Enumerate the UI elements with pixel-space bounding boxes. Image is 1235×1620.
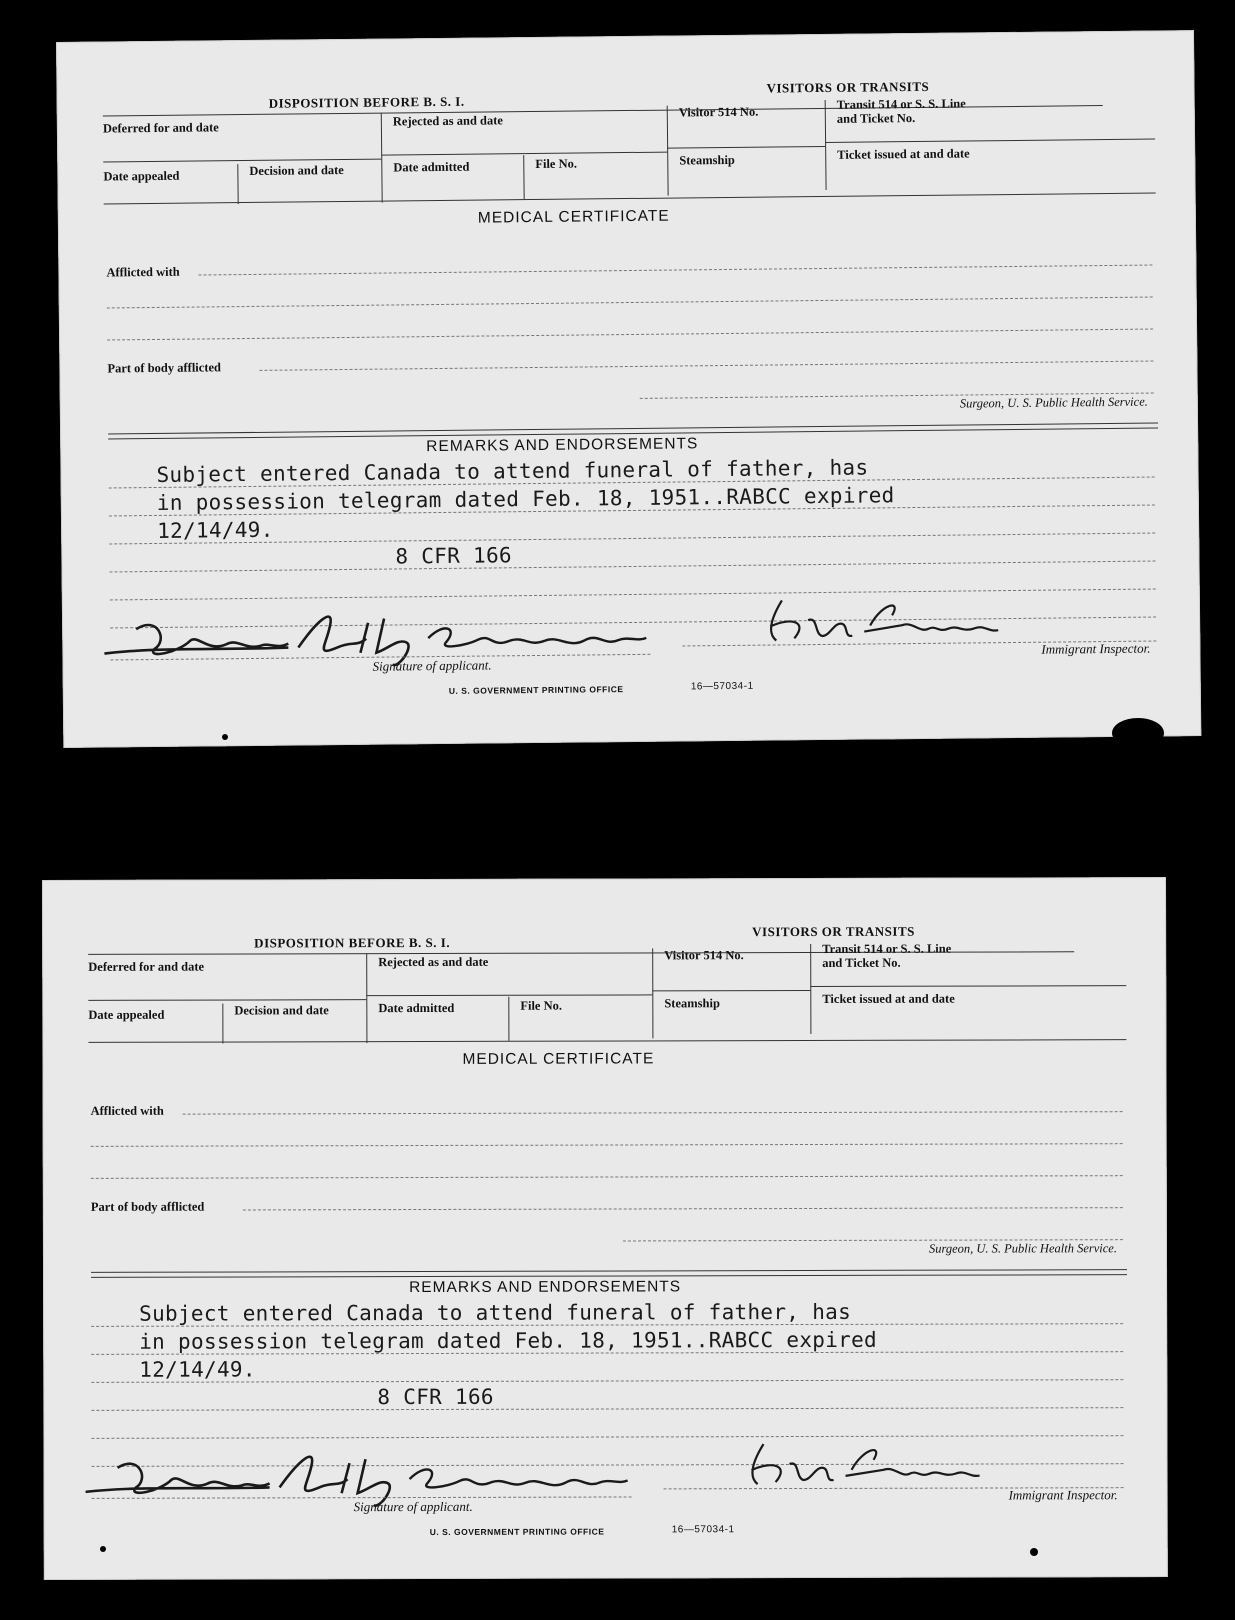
- column-divider: [366, 953, 367, 1043]
- file-no-label: File No.: [520, 998, 563, 1013]
- ticket-issued-label: Ticket issued at and date: [837, 146, 970, 162]
- remarks-line-1: Subject entered Canada to attend funeral of father, has: [139, 1299, 852, 1326]
- form-number: 16—57034-1: [671, 1524, 735, 1536]
- medical-certificate-title: MEDICAL CERTIFICATE: [462, 1050, 655, 1068]
- speck: [222, 734, 228, 740]
- column-divider: [523, 155, 524, 199]
- blank-line: [91, 1143, 1123, 1147]
- blank-line: [91, 1175, 1123, 1179]
- blank-line: [107, 329, 1153, 341]
- column-divider: [667, 106, 669, 196]
- row-rule: [667, 146, 825, 149]
- row-rule: [652, 990, 810, 991]
- applicant-signature-label: Signature of applicant.: [353, 1498, 473, 1515]
- transit-label-line1: Transit 514 or S. S. Line: [822, 941, 952, 956]
- speck: [100, 1546, 106, 1552]
- disposition-header: DISPOSITION BEFORE B. S. I.: [254, 934, 451, 951]
- date-admitted-label: Date admitted: [378, 1000, 455, 1016]
- visitors-header: VISITORS OR TRANSITS: [752, 923, 915, 940]
- form-number: 16—57034-1: [690, 680, 754, 693]
- ink-blot: [1112, 718, 1164, 748]
- rejected-label: Rejected as and date: [392, 113, 503, 129]
- remarks-line-1: Subject entered Canada to attend funeral of father, has: [156, 455, 869, 487]
- date-admitted-label: Date admitted: [393, 159, 470, 175]
- double-rule: [91, 1269, 1127, 1278]
- surgeon-label: Surgeon, U. S. Public Health Service.: [959, 394, 1148, 411]
- decision-label: Decision and date: [249, 162, 344, 178]
- immigration-card-top: [56, 30, 1201, 748]
- rejected-label: Rejected as and date: [378, 954, 489, 970]
- ticket-issued-label: Ticket issued at and date: [822, 991, 955, 1006]
- column-divider: [825, 100, 827, 190]
- steamship-label: Steamship: [664, 996, 720, 1011]
- printing-office: U. S. GOVERNMENT PRINTING OFFICE: [448, 684, 624, 696]
- steamship-label: Steamship: [679, 152, 735, 168]
- deferred-label: Deferred for and date: [102, 120, 219, 136]
- transit-label-line2: and Ticket No.: [836, 111, 916, 126]
- part-of-body-label: Part of body afflicted: [90, 1199, 205, 1214]
- blank-line: [91, 1407, 1123, 1411]
- afflicted-label: Afflicted with: [106, 264, 180, 280]
- remarks-line-2: in possession telegram dated Feb. 18, 1951..RABCC expired: [139, 1327, 878, 1354]
- speck: [1030, 1548, 1038, 1556]
- afflicted-label: Afflicted with: [90, 1103, 164, 1118]
- inspector-signature: [752, 584, 1033, 657]
- remarks-title: REMARKS AND ENDORSEMENTS: [426, 435, 699, 456]
- row-rule: [810, 985, 1126, 987]
- blank-line: [107, 297, 1153, 309]
- inspector-label: Immigrant Inspector.: [1008, 1487, 1118, 1503]
- blank-line: [110, 561, 1156, 573]
- part-of-body-label: Part of body afflicted: [107, 360, 222, 376]
- afflicted-line[interactable]: [198, 265, 1152, 276]
- section-rule: [104, 192, 1156, 204]
- column-divider: [222, 1004, 223, 1044]
- part-of-body-line[interactable]: [259, 361, 1153, 371]
- remarks-line-2: in possession telegram dated Feb. 18, 1951..RABCC expired: [156, 483, 895, 515]
- deferred-label: Deferred for and date: [88, 959, 205, 974]
- afflicted-line[interactable]: [183, 1111, 1123, 1114]
- section-rule: [88, 1039, 1126, 1043]
- remarks-line-3: 12/14/49.: [139, 1357, 256, 1382]
- remarks-line-4: 8 CFR 166: [377, 1384, 494, 1410]
- column-divider: [237, 164, 238, 204]
- medical-certificate-title: MEDICAL CERTIFICATE: [477, 207, 670, 227]
- transit-label-line2: and Ticket No.: [822, 955, 901, 970]
- remarks-line-4: 8 CFR 166: [395, 543, 513, 569]
- column-divider: [508, 997, 509, 1041]
- file-no-label: File No.: [535, 156, 578, 171]
- part-of-body-line[interactable]: [243, 1207, 1123, 1210]
- inspector-label: Immigrant Inspector.: [1041, 640, 1151, 657]
- transit-label-line1: Transit 514 or S. S. Line: [836, 96, 966, 112]
- disposition-header: DISPOSITION BEFORE B. S. I.: [268, 93, 465, 111]
- column-divider: [810, 944, 811, 1034]
- applicant-signature-label: Signature of applicant.: [372, 657, 492, 674]
- inspector-signature: [733, 1429, 1013, 1500]
- date-appealed-label: Date appealed: [88, 1007, 165, 1022]
- remarks-title: REMARKS AND ENDORSEMENTS: [409, 1278, 682, 1297]
- visitor-label: Visitor 514 No.: [664, 948, 744, 963]
- surgeon-label: Surgeon, U. S. Public Health Service.: [928, 1241, 1117, 1256]
- column-divider: [652, 948, 653, 1038]
- row-rule: [88, 999, 366, 1001]
- date-appealed-label: Date appealed: [103, 168, 180, 184]
- decision-label: Decision and date: [234, 1003, 329, 1018]
- immigration-card-bottom: [42, 877, 1168, 1580]
- row-rule: [825, 138, 1155, 142]
- row-rule: [103, 159, 381, 163]
- visitors-header: VISITORS OR TRANSITS: [766, 78, 930, 96]
- printing-office: U. S. GOVERNMENT PRINTING OFFICE: [429, 1526, 605, 1537]
- remarks-line-3: 12/14/49.: [157, 517, 274, 543]
- visitor-label: Visitor 514 No.: [678, 104, 759, 120]
